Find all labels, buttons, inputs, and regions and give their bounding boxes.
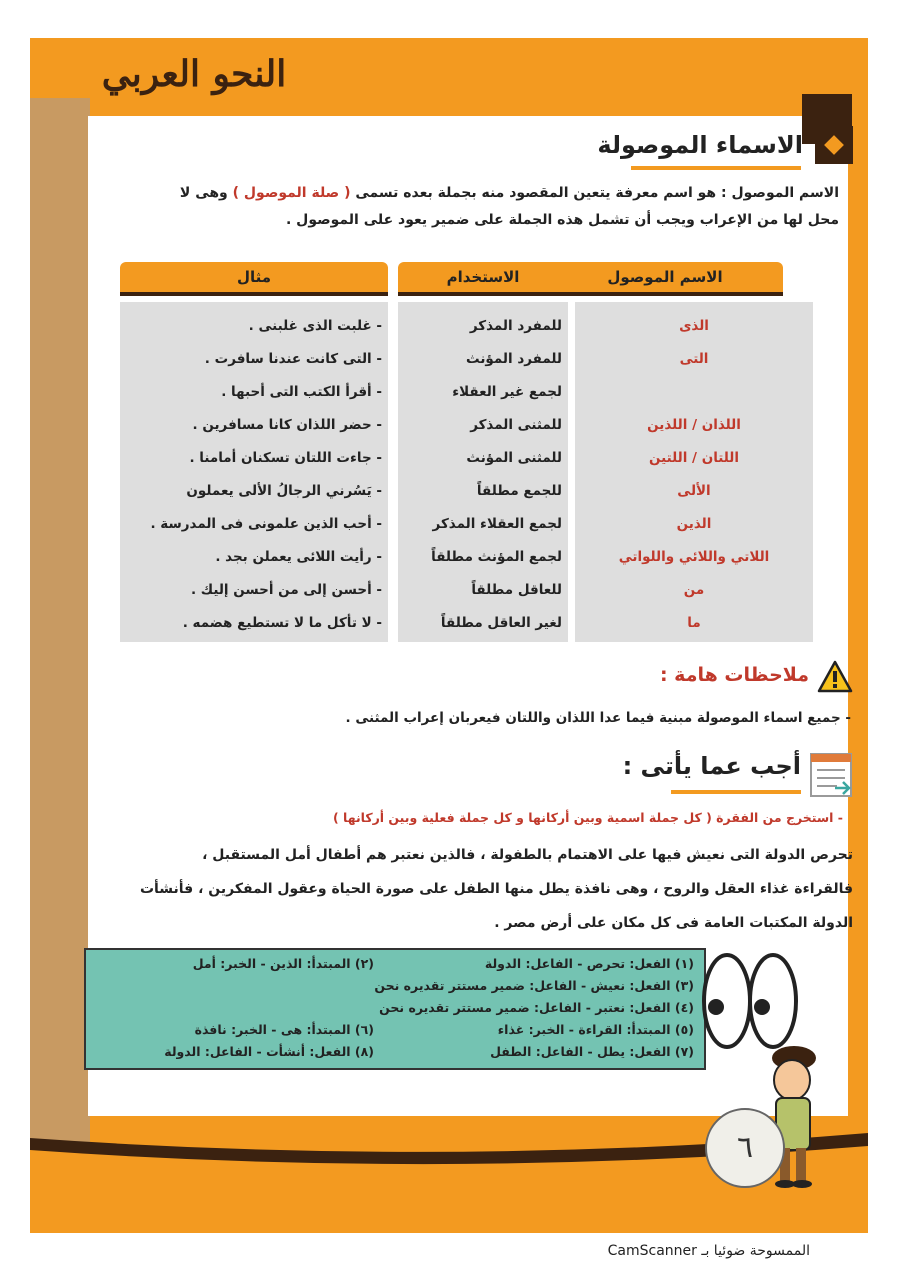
cell-name: من (683, 582, 705, 598)
cell-example: - أقرأ الكتب التى أحبها . (221, 384, 382, 400)
answer-line: (١) الفعل: تحرص - الفاعل: الدولة (484, 956, 694, 971)
title-underline (631, 166, 801, 170)
cell-name: اللاتي واللائي واللواتي (618, 549, 770, 565)
cell-example: - رأيت اللائى يعملن بجد . (215, 549, 382, 565)
cell-name: التى (679, 351, 709, 367)
cell-use: للمثنى المؤنث (466, 450, 562, 466)
cell-use: للمفرد المؤنث (466, 351, 562, 367)
intro-text-2: وهى لا (179, 185, 228, 201)
cell-example: - غلبت الذى غلبنى . (248, 318, 382, 334)
exercise-title: أجب عما يأتى : (622, 752, 801, 780)
cell-name: اللتان / اللتين (648, 450, 740, 466)
cell-use: لجمع غير العقلاء (452, 384, 562, 400)
exercise-title-underline (671, 790, 801, 794)
answer-line: (٤) الفعل: نعتبر - الفاعل: ضمير مستتر تقديره نحن (379, 1000, 694, 1015)
cell-example: - لا تأكل ما لا تستطيع هضمه . (182, 615, 382, 631)
cell-use: للعاقل مطلقاً (471, 582, 562, 598)
passage-line: فالقراءة غذاء العقل والروح ، وهى نافذة يطل منها الطفل على صورة الحياة وعقول المفكرين ، فأنشأت (139, 881, 853, 897)
cell-use: لجمع المؤنث مطلقاً (431, 549, 562, 565)
exercise-instruction: - استخرج من الفقرة ( كل جملة اسمية وبين أركانها و كل جملة فعلية وبين أركانها ) (332, 810, 843, 825)
answer-box (84, 948, 706, 1070)
header-name: الاسم الموصول (547, 262, 783, 296)
section-title-block (597, 123, 853, 167)
cell-name: اللذان / اللذين (647, 417, 741, 433)
notes-title: ملاحظات هامة : (659, 664, 809, 686)
cell-example: - جاءت اللتان تسكنان أمامنا . (189, 450, 382, 466)
answer-line: (٢) المبتدأ: الذين - الخبر: أمل (192, 956, 374, 971)
intro-text-1: الاسم الموصول : هو اسم معرفة يتعين المقصود منه بجملة بعده تسمى (355, 185, 839, 201)
cell-use: لجمع العقلاء المذكر (432, 516, 562, 532)
passage-line: تحرص الدولة التى نعيش فيها على الاهتمام بالطفولة ، فالذين نعتبر هم أطفال أمل المستقبل ، (202, 847, 853, 863)
cartoon-eyes-icon (700, 945, 800, 1055)
cell-name: ما (687, 615, 701, 631)
intro-text-3: محل لها من الإعراب ويجب أن تشمل هذه الجملة على ضمير يعود على الموصول . (285, 212, 839, 228)
answer-line: (٥) المبتدأ: القراءة - الخبر: غذاء (497, 1022, 694, 1037)
answer-line: (٣) الفعل: نعيش - الفاعل: ضمير مستتر تقديره نحن (374, 978, 694, 993)
cell-use: للمثنى المذكر (470, 417, 562, 433)
scanner-note: الممسوحة ضوئيا بـ CamScanner (607, 1243, 810, 1259)
cell-name: الذى (679, 318, 709, 334)
cell-name: الذين (676, 516, 712, 532)
notes-text: - جميع اسماء الموصولة مبنية فيما عدا اللذان واللتان فيعربان إعراب المثنى . (345, 710, 851, 726)
column-use (398, 302, 568, 642)
passage (133, 838, 853, 940)
cell-example: - أحسن إلى من أحسن إليك . (190, 582, 382, 598)
passage-line: الدولة المكتبات العامة فى كل مكان على أرض مصر . (494, 915, 853, 931)
cell-use: لغير العاقل مطلقاً (440, 615, 562, 631)
cell-use: للجمع مطلقاً (476, 483, 562, 499)
intro-highlight: ( صلة الموصول ) (232, 185, 351, 201)
warning-icon (817, 660, 853, 694)
cell-example: - أحب الذين علمونى فى المدرسة . (150, 516, 382, 532)
cell-example: - التى كانت عندنا سافرت . (204, 351, 382, 367)
cell-name: الألى (677, 483, 711, 499)
answer-line: (٦) المبتدأ: هى - الخبر: نافذة (194, 1022, 374, 1037)
left-decor-band (30, 98, 90, 1233)
calendar-icon (809, 748, 853, 798)
cell-example: - يَسُرني الرجالُ الألى يعملون (186, 483, 382, 499)
section-title: الاسماء الموصولة (597, 131, 803, 159)
column-name (575, 302, 813, 642)
column-example (120, 302, 388, 642)
page-number: ٦ (736, 1130, 754, 1165)
logo-text: النحو العربي (101, 53, 287, 95)
page-number-badge (705, 1108, 785, 1188)
header-use: الاستخدام (398, 262, 568, 296)
cell-use: للمفرد المذكر (469, 318, 562, 334)
answer-line: (٨) الفعل: أنشأت - الفاعل: الدولة (164, 1044, 374, 1059)
intro-paragraph (139, 180, 839, 234)
diamond-icon (815, 126, 853, 164)
cell-example: - حضر اللذان كانا مسافرين . (192, 417, 382, 433)
logo (44, 44, 344, 104)
answer-line: (٧) الفعل: يطل - الفاعل: الطفل (490, 1044, 694, 1059)
header-example: مثال (120, 262, 388, 296)
